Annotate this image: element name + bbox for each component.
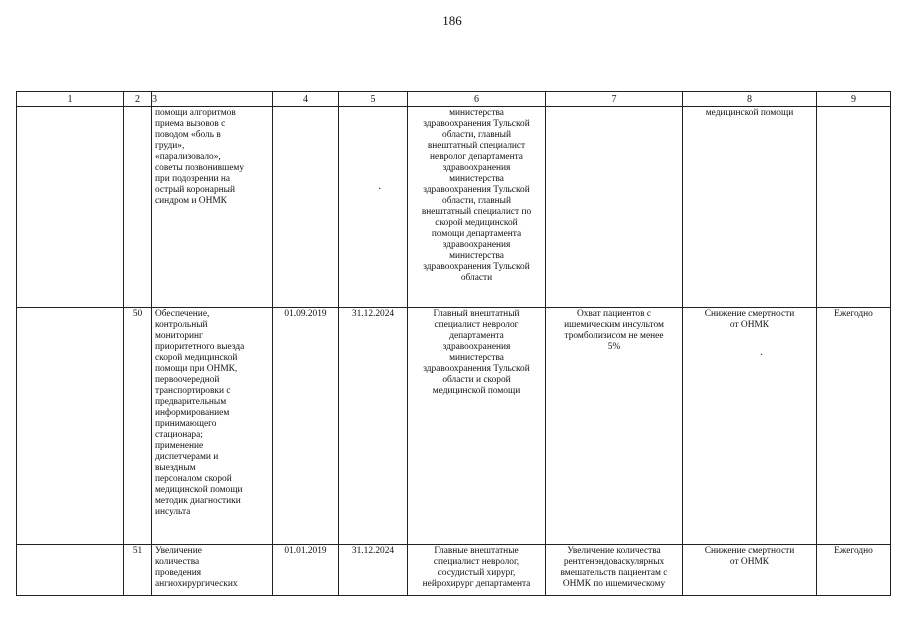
- row-blank-cell: [17, 308, 124, 545]
- table-row: [17, 107, 891, 308]
- measures-table: [16, 91, 891, 596]
- frequency-text: Ежегодно: [817, 308, 891, 545]
- result-text: Снижение смертности от ОНМК: [704, 546, 795, 567]
- indicator-text: Охват пациентов с ишемическим инсультом тромболизисом не менее 5%: [564, 309, 664, 352]
- start-date: [273, 107, 339, 308]
- start-date: 01.01.2019: [273, 545, 339, 596]
- start-date: 01.09.2019: [273, 308, 339, 545]
- measure-text: Обеспечение, контрольный мониторинг приоритетного выезда скорой медицинской помощи при ОНМК, первоочередной транспортировки с предварительным информированием принимающего стационара; применение диспетчерами и выездным персоналом скорой медицинской помощи методик диагностики инсульта: [155, 309, 245, 517]
- column-number-7: 7: [546, 92, 683, 107]
- row-number: 51: [124, 545, 152, 596]
- column-number-9: 9: [817, 92, 891, 107]
- frequency-text: Ежегодно: [817, 545, 891, 596]
- result-text: медицинской помощи: [705, 108, 794, 118]
- column-number-8: 8: [683, 92, 817, 107]
- measure-text: Увеличение количества проведения ангиохирургических: [155, 546, 238, 589]
- column-number-1: 1: [17, 92, 124, 107]
- column-number-5: 5: [339, 92, 408, 107]
- end-date: 31.12.2024: [339, 308, 408, 545]
- end-date: [339, 107, 408, 308]
- scan-speck: ·: [378, 184, 382, 195]
- indicator-text: Увеличение количества рентгенэндоваскулярных вмешательств пациентам с ОНМК по ишемическому: [560, 546, 668, 589]
- responsible-text: Главные внештатные специалист невролог, сосудистый хирург, нейрохирург департамента: [422, 546, 531, 589]
- measure-text: помощи алгоритмов приема вызовов с поводом «боль в груди», «парализовало», советы позвонившему при подозрении на острый коронарный синдром и ОНМК: [155, 108, 245, 206]
- column-number-2: 2: [124, 92, 152, 107]
- frequency-text: [817, 107, 891, 308]
- page-number: 186: [442, 13, 462, 28]
- row-blank-cell: [17, 107, 124, 308]
- row-blank-cell: [17, 545, 124, 596]
- table-row: [17, 308, 891, 545]
- result-text: Снижение смертности от ОНМК: [704, 309, 795, 330]
- responsible-text: Главный внештатный специалист невролог департамента здравоохранения министерства здравоохранения Тульской области и скорой медицинской помощи: [423, 309, 530, 396]
- column-number-row: [17, 92, 891, 107]
- responsible-text: министерства здравоохранения Тульской области, главный внештатный специалист невролог департамента здравоохранения министерства здравоохранения Тульской области, главный внештатный специалист по скорой медицинской помощи департамента здравоохранения министерства здравоохранения Тульской области: [421, 108, 532, 283]
- table-row: [17, 545, 891, 596]
- end-date: 31.12.2024: [339, 545, 408, 596]
- row-number: [124, 107, 152, 308]
- column-number-6: 6: [408, 92, 546, 107]
- column-number-4: 4: [273, 92, 339, 107]
- scan-speck: ·: [760, 350, 764, 361]
- column-number-3: 3: [152, 92, 273, 107]
- row-number: 50: [124, 308, 152, 545]
